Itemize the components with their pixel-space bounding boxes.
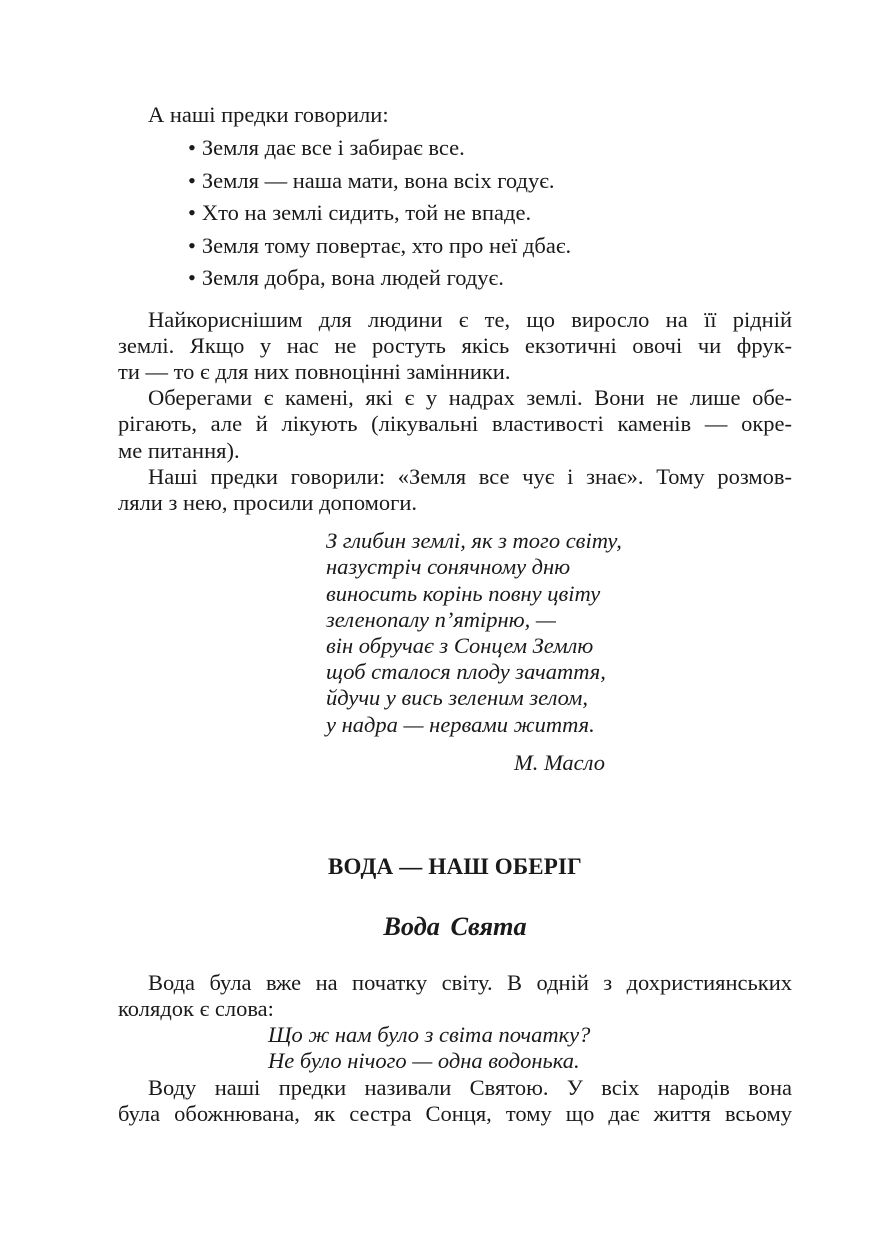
list-item: • Земля дає все і забирає все. xyxy=(188,135,465,160)
poem-line: щоб сталося плоду зачаття, xyxy=(326,659,606,685)
proverb-list xyxy=(118,132,792,295)
poem xyxy=(326,528,792,738)
list-item: • Земля — наша мати, вона всіх годує. xyxy=(188,167,555,193)
quote-line: Не було нічого — одна водонька. xyxy=(268,1048,580,1074)
poem-line: він обручає з Сонцем Землю xyxy=(326,632,594,658)
bullet-icon: • xyxy=(188,265,196,290)
section-title: ВОДА — НАШ ОБЕРІГ xyxy=(328,853,582,879)
bullet-icon: • xyxy=(188,167,196,193)
poem-line: назустріч сонячному дню xyxy=(326,554,571,580)
list-item: • Земля добра, вона людей годує. xyxy=(188,265,504,290)
paragraph-water-beginning: Вода була вже на початку світу. В одній з дохристиянських колядок є слова: xyxy=(118,969,792,1021)
paragraph-earth-knows: Наші предки говорили: «Земля все чує і знає». Тому розмов- ляли з нею, просили допомоги. xyxy=(118,463,792,515)
poem-author: М. Масло xyxy=(514,749,605,775)
intro-line: А наші предки говорили: xyxy=(148,102,389,127)
paragraph-holy-water: Воду наші предки називали Святою. У всіх народів вона була обожнювана, як сестра Сонця, тому що дає життя всьому xyxy=(118,1074,792,1126)
paragraph-stones: Оберегами є камені, які є у надрах землі. Вони не лише обе- рігають, але й лікують (лікувальні властивості каменів — окре- ме питання). xyxy=(118,385,792,463)
paragraph-useful-plants: Найкориснішим для людини є те, що виросло на її рідній землі. Якщо у нас не ростуть якісь екзотичні овочі чи фрук- ти — то є для них повноцінні замінники. xyxy=(118,306,792,384)
bullet-icon: • xyxy=(188,135,196,160)
quote-line: Що ж нам було з світа початку? xyxy=(268,1022,591,1048)
list-item: • Земля тому повертає, хто про неї дбає. xyxy=(188,232,572,258)
page-content xyxy=(118,100,792,1127)
carol-quote xyxy=(268,1022,792,1074)
poem-line: йдучи у вись зеленим зелом, xyxy=(326,685,589,711)
list-item: • Хто на землі сидить, той не впаде. xyxy=(188,200,532,225)
bullet-icon: • xyxy=(188,200,196,225)
bullet-icon: • xyxy=(188,232,196,258)
poem-line: зеленопалу п’ятірню, — xyxy=(326,606,556,632)
poem-line: у надра — нервами життя. xyxy=(326,711,595,737)
poem-line: З глибин землі, як з того світу, xyxy=(326,528,622,554)
poem-line: виносить корінь повну цвіту xyxy=(326,580,601,606)
section-subtitle: Вода Свята xyxy=(383,911,527,941)
